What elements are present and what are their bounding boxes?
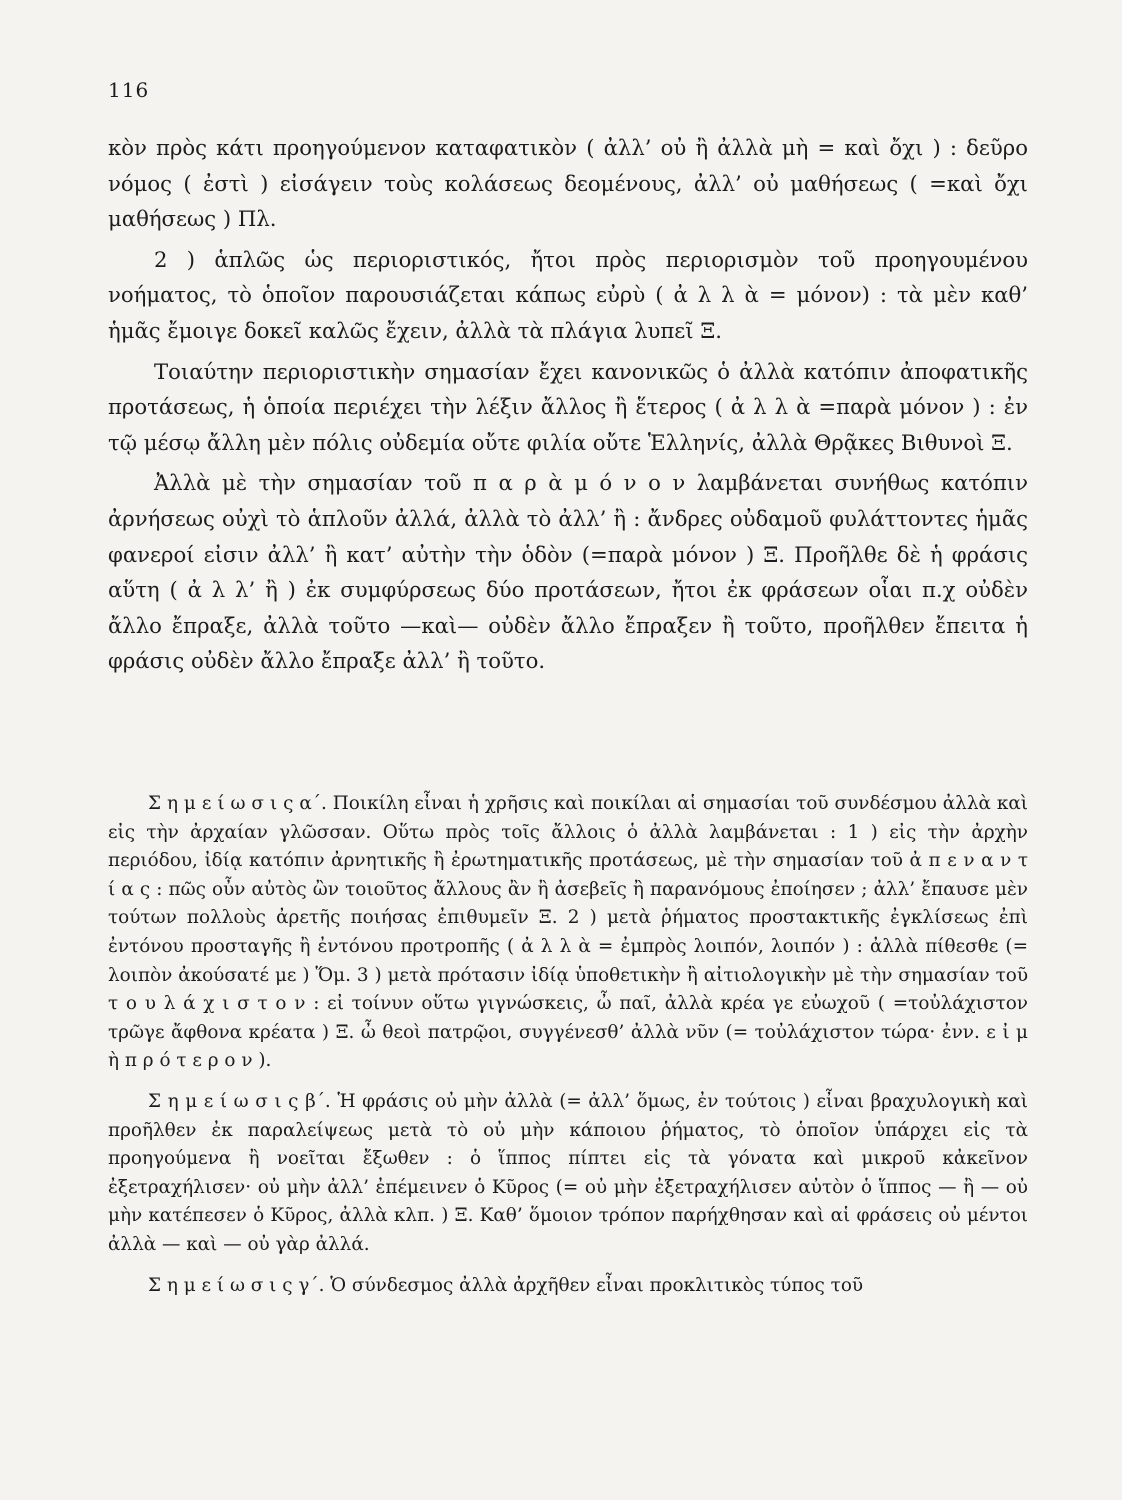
main-text xyxy=(108,130,1028,684)
page-number: 116 xyxy=(108,78,150,102)
notes-section xyxy=(108,790,1028,1312)
paragraph: κὸν πρὸς κάτι προηγούμενον καταφατικὸν ( ἀλλ’ οὐ ἢ ἀλλὰ μὴ = καὶ ὄχι ) : δεῦρο νόμος ( ἐστὶ ) εἰσάγειν τοὺς κολάσεως δεομένους, ἀλλ’ οὐ μαθήσεως ( =καὶ ὄχι μαθήσεως ) Πλ. xyxy=(108,135,1028,232)
paragraph: Ἀλλὰ μὲ τὴν σημασίαν τοῦ π α ρ ὰ μ ό ν ο ν λαμβάνεται συνήθως κατόπιν ἀρνήσεως οὐχὶ τὸ ἁπλοῦν ἀλλά, ἀλλὰ τὸ ἀλλ’ ἢ : ἄνδρες οὐδαμοῦ φυλάττοντες ἡμᾶς φανεροί εἰσιν ἀλλ’ ἢ κατ’ αὐτὴν τὴν ὁδὸν (=παρὰ μόνον ) Ξ. Προῆλθε δὲ ἡ φράσις αὕτη ( ἀ λ λ’ ἢ ) ἐκ συμφύρσεως δύο προτάσεων, ἤτοι ἐκ φράσεων οἷαι π.χ οὐδὲν ἄλλο ἔπραξε, ἀλλὰ τοῦτο —καὶ— οὐδὲν ἄλλο ἔπραξεν ἢ τοῦτο, προῆλθεν ἔπειτα ἡ φράσις οὐδὲν ἄλλο ἔπραξε ἀλλ’ ἢ τοῦτο. xyxy=(108,470,1028,674)
paragraph: 2 ) ἁπλῶς ὡς περιοριστικός, ἤτοι πρὸς περιορισμὸν τοῦ προηγουμένου νοήματος, τὸ ὁποῖον παρουσιάζεται κάπως εὐρὺ ( ἀ λ λ ὰ = μόνον) : τὰ μὲν καθ’ ἡμᾶς ἔμοιγε δοκεῖ καλῶς ἔχειν, ἀλλὰ τὰ πλάγια λυπεῖ Ξ. xyxy=(108,246,1028,343)
note-beta: Σ η μ ε ί ω σ ι ς β΄. Ἡ φράσις οὐ μὴν ἀλλὰ (= ἀλλ’ ὅμως, ἐν τούτοις ) εἶναι βραχυλογικὴ καὶ προῆλθεν ἐκ παραλείψεως μετὰ τὸ οὐ μὴν κάποιου ῥήματος, τὸ ὁποῖον ὑπάρχει εἰς τὰ προηγούμενα ἢ νοεῖται ἔξωθεν : ὁ ἵππος πίπτει εἰς τὰ γόνατα καὶ μικροῦ κἀκεῖνον ἐξετραχήλισεν· οὐ μὴν ἀλλ’ ἐπέμεινεν ὁ Κῦρος (= οὐ μὴν ἐξετραχήλισεν αὐτὸν ὁ ἵππος — ἢ — οὐ μὴν κατέπεσεν ὁ Κῦρος, ἀλλὰ κλπ. ) Ξ. Καθ’ ὅμοιον τρόπον παρήχθησαν καὶ αἱ φράσεις οὐ μέντοι ἀλλὰ — καὶ — οὐ γὰρ ἀλλά. xyxy=(108,1090,1028,1255)
note-gamma: Σ η μ ε ί ω σ ι ς γ΄. Ὁ σύνδεσμος ἀλλὰ ἀρχῆθεν εἶναι προκλιτικὸς τύπος τοῦ xyxy=(148,1274,864,1296)
paragraph: Τοιαύτην περιοριστικὴν σημασίαν ἔχει κανονικῶς ὁ ἀλλὰ κατόπιν ἀποφατικῆς προτάσεως, ἡ ὁποία περιέχει τὴν λέξιν ἄλλος ἢ ἕτερος ( ἀ λ λ ὰ =παρὰ μόνον ) : ἐν τῷ μέσῳ ἄλλη μὲν πόλις οὐδεμία οὔτε φιλία οὔτε Ἑλληνίς, ἀλλὰ Θρᾷκες Βιθυνοὶ Ξ. xyxy=(108,358,1028,455)
note-alpha: Σ η μ ε ί ω σ ι ς α΄. Ποικίλη εἶναι ἡ χρῆσις καὶ ποικίλαι αἱ σημασίαι τοῦ συνδέσμου ἀλλὰ καὶ εἰς τὴν ἀρχαίαν γλῶσσαν. Οὕτω πρὸς τοῖς ἄλλοις ὁ ἀλλὰ λαμβάνεται : 1 ) εἰς τὴν ἀρχὴν περιόδου, ἰδίᾳ κατόπιν ἀρνητικῆς ἢ ἐρωτηματικῆς προτάσεως, μὲ τὴν σημασίαν τοῦ ἀ π ε ν α ν τ ί α ς : πῶς οὖν αὐτὸς ὢν τοιοῦτος ἄλλους ἂν ἢ ἀσεβεῖς ἢ παρανόμους ἐποίησεν ; ἀλλ’ ἔπαυσε μὲν τούτων πολλοὺς ἀρετῆς ποιήσας ἐπιθυμεῖν Ξ. 2 ) μετὰ ῥήματος προστακτικῆς ἐγκλίσεως ἐπὶ ἐντόνου προσταγῆς ἢ ἐντόνου προτροπῆς ( ἀ λ λ ὰ = ἐμπρὸς λοιπόν, λοιπόν ) : ἀλλὰ πίθεσθε (= λοιπὸν ἀκούσατέ με ) Ὅμ. 3 ) μετὰ πρότασιν ἰδίᾳ ὑποθετικὴν ἢ αἰτιολογικὴν μὲ τὴν σημασίαν τοῦ τ ο υ λ ά χ ι σ τ ο ν : εἰ τοίνυν οὕτω γιγνώσκεις, ὦ παῖ, ἀλλὰ κρέα γε εὐωχοῦ ( =τοὐλάχιστον τρῶγε ἄφθονα κρέατα ) Ξ. ὦ θεοὶ πατρῷοι, συγγένεσθ’ ἀλλὰ νῦν (= τοὐλάχιστον τώρα· ἐνν. ε ἰ μ ὴ π ρ ό τ ε ρ ο ν ). xyxy=(108,793,1028,1072)
